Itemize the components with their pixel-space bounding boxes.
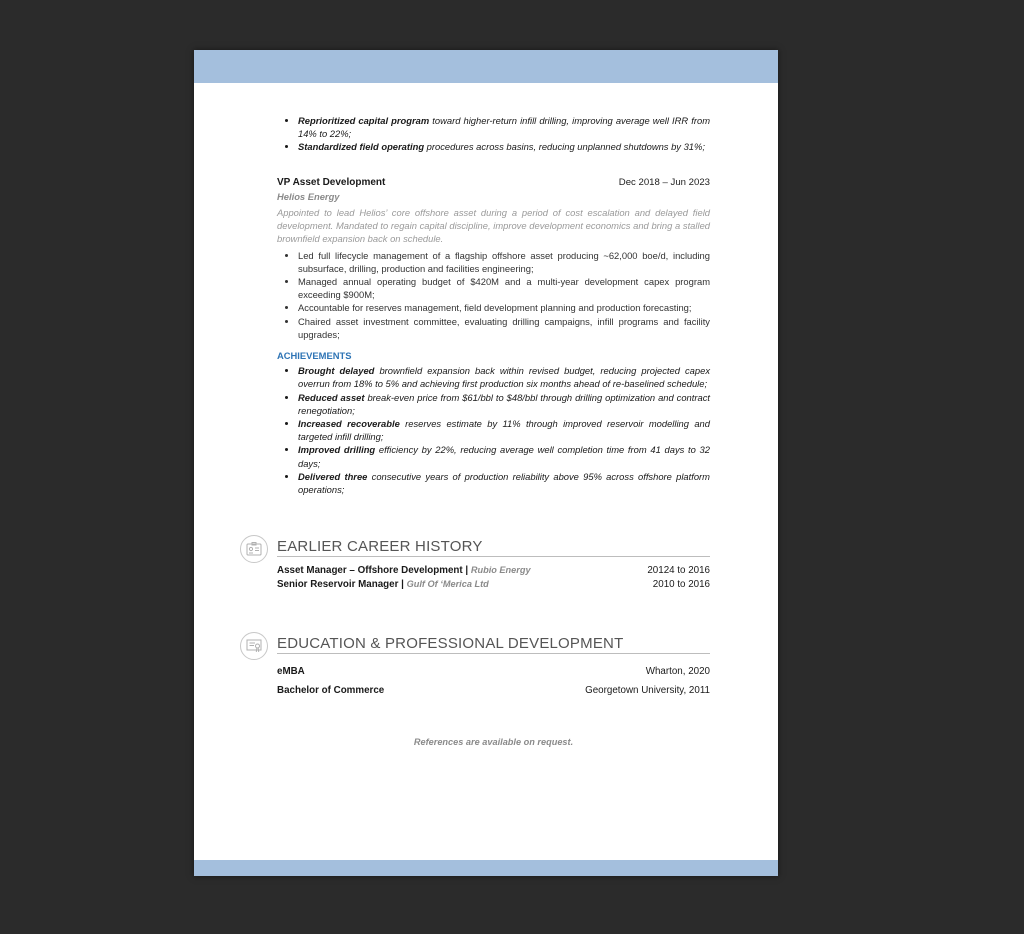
role-dates: Dec 2018 – Jun 2023 (618, 176, 710, 188)
top-color-band (194, 50, 778, 83)
career-dates: 2010 to 2016 (652, 578, 710, 590)
earlier-career-section-header (277, 540, 710, 557)
degree: eMBA (277, 666, 305, 678)
achievements-heading: ACHIEVEMENTS (277, 350, 352, 362)
bottom-color-band (194, 860, 778, 876)
list-item: • Accountable for reserves management, field development planning and production forecasting; (298, 301, 710, 314)
list-item: • Reduced asset break-even price from $61/bbl to $48/bbl through drilling optimization and contract renegotiation; (298, 391, 710, 417)
list-item: • Reprioritized capital program toward higher-return infill drilling, improving average well IRR from 14% to 22%; (298, 114, 710, 140)
education-section-header (277, 634, 710, 654)
previous-achievements-list (277, 114, 710, 154)
company-name: Helios Energy (277, 190, 340, 202)
list-item (277, 665, 710, 678)
school: Georgetown University, 2011 (585, 685, 710, 697)
references-note: References are available on request. (413, 736, 574, 747)
list-item: • Brought delayed brownfield expansion back within revised budget, reducing projected capex overrun from 18% to 5% and achieving first production six months ahead of re-baselined schedule; (298, 364, 710, 390)
section-title: EARLIER CAREER HISTORY (277, 538, 483, 556)
career-dates: 20124 to 2016 (647, 565, 710, 577)
responsibilities-list (277, 249, 710, 341)
list-item: • Led full lifecycle management of a flagship offshore asset producing ~62,000 boe/d, including subsurface, drilling, production and facilities engineering; (298, 249, 710, 275)
list-item: • Improved drilling efficiency by 22%, reducing average well completion time from 41 days to 32 days; (298, 443, 710, 469)
list-item: • Increased recoverable reserves estimate by 11% through improved reservoir modelling and targeted infill drilling; (298, 417, 710, 443)
list-item: • Standardized field operating procedures across basins, reducing unplanned shutdowns by 31%; (298, 140, 710, 153)
school: Wharton, 2020 (645, 666, 710, 678)
list-item: Senior Reservoir Manager | Gulf Of ‘Merica Ltd 2010 to 2016 (277, 578, 710, 590)
earlier-career-list (277, 564, 710, 590)
role-summary: Appointed to lead Helios’ core offshore asset during a period of cost escalation and delayed field development. Mandated to regain capital discipline, improve development economics and bring a stalled brownfield expansion back on schedule. (277, 207, 710, 245)
resume-content (277, 114, 710, 749)
achievements-list (277, 364, 710, 496)
id-card-icon (240, 535, 268, 563)
section-title: EDUCATION & PROFESSIONAL DEVELOPMENT (277, 634, 624, 652)
degree: Bachelor of Commerce (277, 685, 385, 697)
list-item: Asset Manager – Offshore Development | Rubio Energy 20124 to 2016 (277, 565, 710, 577)
list-item: • Delivered three consecutive years of production reliability above 95% across offshore platform operations; (298, 470, 710, 496)
list-item: • Managed annual operating budget of $420M and a multi-year development capex program exceeding $900M; (298, 275, 710, 301)
education-list (277, 665, 710, 697)
resume-page (194, 50, 778, 876)
role-title: VP Asset Development (277, 176, 386, 188)
role-header (277, 176, 710, 189)
certificate-icon (240, 632, 268, 660)
list-item: • Chaired asset investment committee, evaluating drilling campaigns, infill programs and facility upgrades; (298, 315, 710, 341)
list-item (277, 684, 710, 697)
